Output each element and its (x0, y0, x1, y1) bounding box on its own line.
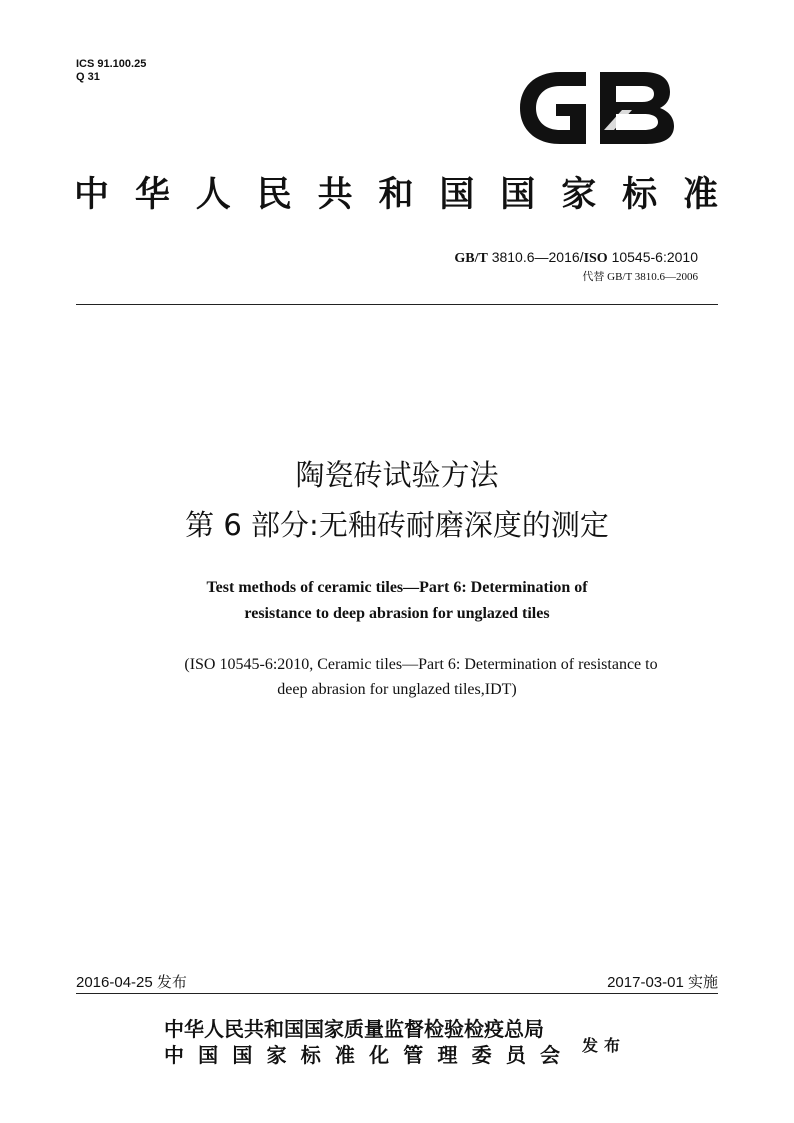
standard-number-iso-prefix: ISO (583, 251, 608, 266)
issue-date: 2016-04-25 发布 (76, 974, 187, 991)
standard-number-iso: 10545-6:2010 (607, 249, 698, 265)
national-standard-heading: 中华人民共和国国家标准 (74, 174, 720, 215)
classification-codes (76, 58, 146, 84)
issuer-sac: 中国国家标准化管理委员会 (164, 1043, 560, 1067)
standard-number-main: 3810.6—2016/ (487, 249, 584, 265)
ccs-code: Q 31 (76, 71, 100, 83)
implement-date: 2017-03-01 实施 (607, 974, 718, 991)
english-title (0, 575, 794, 627)
standard-number-prefix: GB/T (454, 251, 488, 266)
ics-code: ICS 91.100.25 (76, 58, 147, 70)
replaces-note: 代替 GB/T 3810.6—2006 (582, 271, 698, 283)
iso-reference-line2: deep abrasion for unglazed tiles,IDT) (277, 681, 517, 698)
chinese-title-line2: 第 6 部分:无釉砖耐磨深度的测定 (185, 508, 609, 542)
gb-logo (518, 70, 676, 146)
standard-number (454, 249, 698, 267)
iso-reference (0, 652, 794, 702)
english-title-line1: Test methods of ceramic tiles—Part 6: Determination of (206, 579, 588, 596)
chinese-title-line1: 陶瓷砖试验方法 (295, 458, 499, 492)
header-divider (76, 304, 718, 305)
publish-label: 发布 (582, 1036, 627, 1055)
issuing-authorities (164, 1016, 560, 1068)
issuer-aqsiq: 中华人民共和国国家质量监督检验检疫总局 (164, 1017, 544, 1041)
english-title-line2: resistance to deep abrasion for unglazed tiles (244, 605, 550, 622)
iso-reference-line1: (ISO 10545-6:2010, Ceramic tiles—Part 6: Determination of resistance to (184, 656, 658, 673)
footer-divider (76, 993, 718, 994)
